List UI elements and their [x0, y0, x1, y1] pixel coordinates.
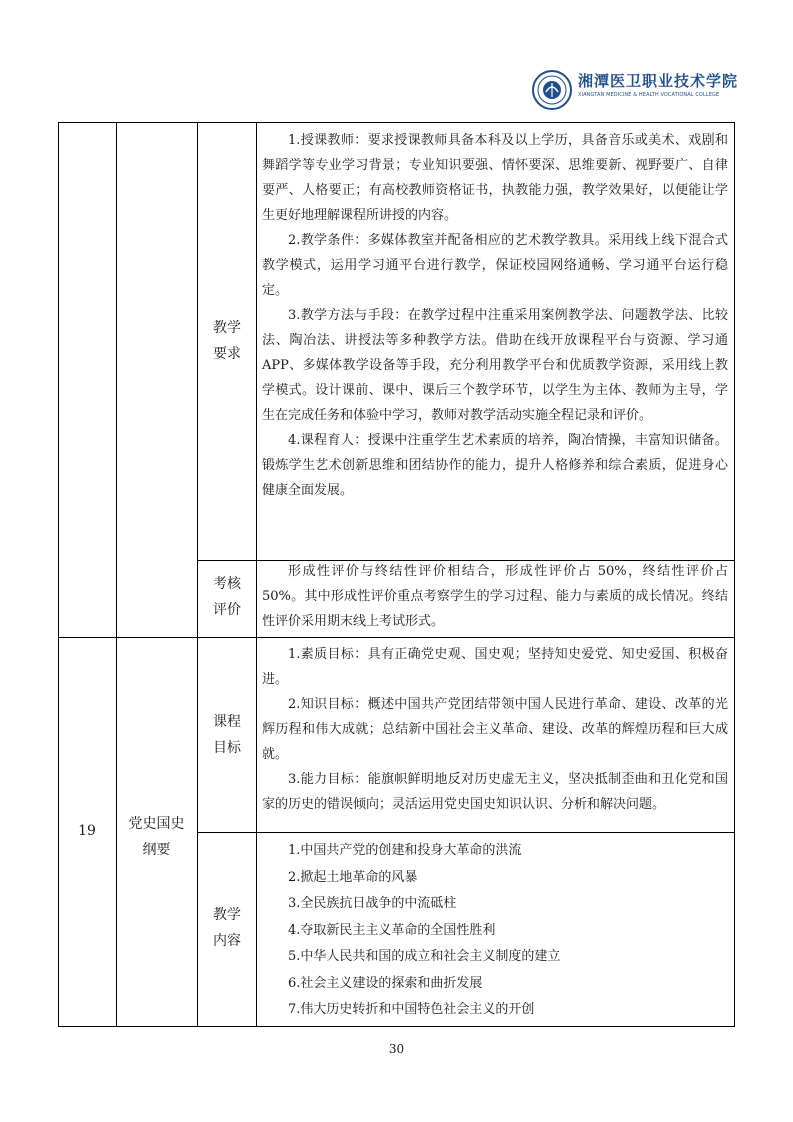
page-number: 30 — [388, 1042, 405, 1056]
teaching-content-label — [197, 902, 257, 954]
college-logo-icon — [532, 70, 572, 110]
table-col-divider-1 — [116, 122, 117, 1027]
course-name-line-1: 党史国史 — [128, 816, 185, 832]
table-border-top — [58, 122, 735, 123]
school-name-en: XIANGTAN MEDICINE & HEALTH VOCATIONAL COLLEGE — [578, 92, 720, 98]
assessment-cell — [262, 559, 728, 634]
goal-paragraph: 3.能力目标：能旗帜鲜明地反对历史虚无主义，坚决抵制歪曲和丑化党和国家的历史的错误倾向；灵活运用党史国史知识认识、分析和解决问题。 — [262, 772, 728, 812]
requirement-paragraph: 1.授课教师：要求授课教师具备本科及以上学历，具备音乐或美术、戏剧和舞蹈学等专业学习背景；专业知识要强、情怀要深、思维要新、视野要广、自律要严、人格要正；有高校教师资格证书，执教能力强，教学效果好，以便能让学生更好地理解课程所讲授的内容。 — [262, 133, 728, 223]
content-item: 3.全民族抗日战争的中流砥柱 — [288, 896, 457, 911]
requirement-paragraph: 3.教学方法与手段：在教学过程中注重采用案例教学法、问题教学法、比较法、陶冶法、讲授法等多种教学方法。借助在线开放课程平台与资源、学习通 APP、多媒体教学设备等手段，充分利用教学平台和优质教学资源，采用线上教学模式。设计课前、课中、课后三个教学环节，以学生为主体、教师为主导，学生在完成任务和体验中学习，教师对教学活动实施全程记录和评价。 — [262, 308, 728, 423]
teaching-requirements-cell — [262, 128, 728, 503]
content-item: 6.社会主义建设的探索和曲折发展 — [288, 975, 483, 991]
requirement-paragraph: 2.教学条件：多媒体教室并配备相应的艺术教学教具。采用线上线下混合式教学模式，运用学习通平台进行教学，保证校园网络通畅、学习通平台运行稳定。 — [262, 233, 728, 298]
content-item: 5.中华人民共和国的成立和社会主义制度的建立 — [288, 949, 561, 964]
label-line-2: 评价 — [213, 602, 241, 618]
assessment-label — [197, 571, 257, 623]
teaching-requirements-label — [197, 315, 257, 367]
label-line-1: 课程 — [213, 714, 241, 730]
school-name: 湘潭医卫职业技术学院 — [578, 72, 739, 90]
content-item: 4.夺取新民主主义革命的全国性胜利 — [288, 922, 496, 938]
content-item: 7.伟大历史转折和中国特色社会主义的开创 — [288, 1002, 535, 1017]
course-goals-cell — [262, 642, 728, 817]
teaching-content-cell — [262, 838, 728, 1024]
label-line-1: 教学 — [213, 907, 241, 923]
assessment-text: 形成性评价与终结性评价相结合，形成性评价占 50%，终结性评价占 50%。其中形成性评价重点考察学生的学习过程、能力与素质的成长情况。终结性评价采用期末线上考试形式。 — [262, 564, 728, 629]
label-line-2: 目标 — [213, 740, 241, 756]
content-item: 2.掀起土地革命的风暴 — [288, 869, 418, 885]
goal-paragraph: 2.知识目标：概述中国共产党团结带领中国人民进行革命、建设、改革的光辉历程和伟大成就；总结新中国社会主义革命、建设、改革的辉煌历程和巨大成就。 — [262, 697, 728, 762]
table-border-left — [58, 122, 59, 1027]
goal-paragraph: 1.素质目标：具有正确党史观、国史观；坚持知史爱党、知史爱国、积极奋进。 — [262, 647, 728, 687]
label-line-2: 内容 — [213, 933, 241, 949]
course-name-line-2: 纲要 — [142, 842, 171, 858]
course-number: 19 — [78, 823, 96, 839]
table-border-right — [734, 122, 735, 1027]
label-line-2: 要求 — [213, 346, 241, 362]
course-name — [116, 811, 197, 863]
row-divider-goal-content — [197, 832, 735, 833]
row-divider-section — [58, 637, 735, 638]
label-line-1: 考核 — [213, 576, 241, 592]
label-line-1: 教学 — [213, 320, 241, 336]
table-border-bottom — [58, 1026, 735, 1027]
requirement-paragraph: 4.课程育人：授课中注重学生艺术素质的培养，陶冶情操，丰富知识储备。锻炼学生艺术创新思维和团结协作的能力，提升人格修养和综合素质，促进身心健康全面发展。 — [262, 433, 728, 498]
page-header — [520, 60, 739, 120]
course-goals-label — [197, 709, 257, 761]
content-item: 1.中国共产党的创建和投身大革命的洪流 — [288, 843, 522, 858]
